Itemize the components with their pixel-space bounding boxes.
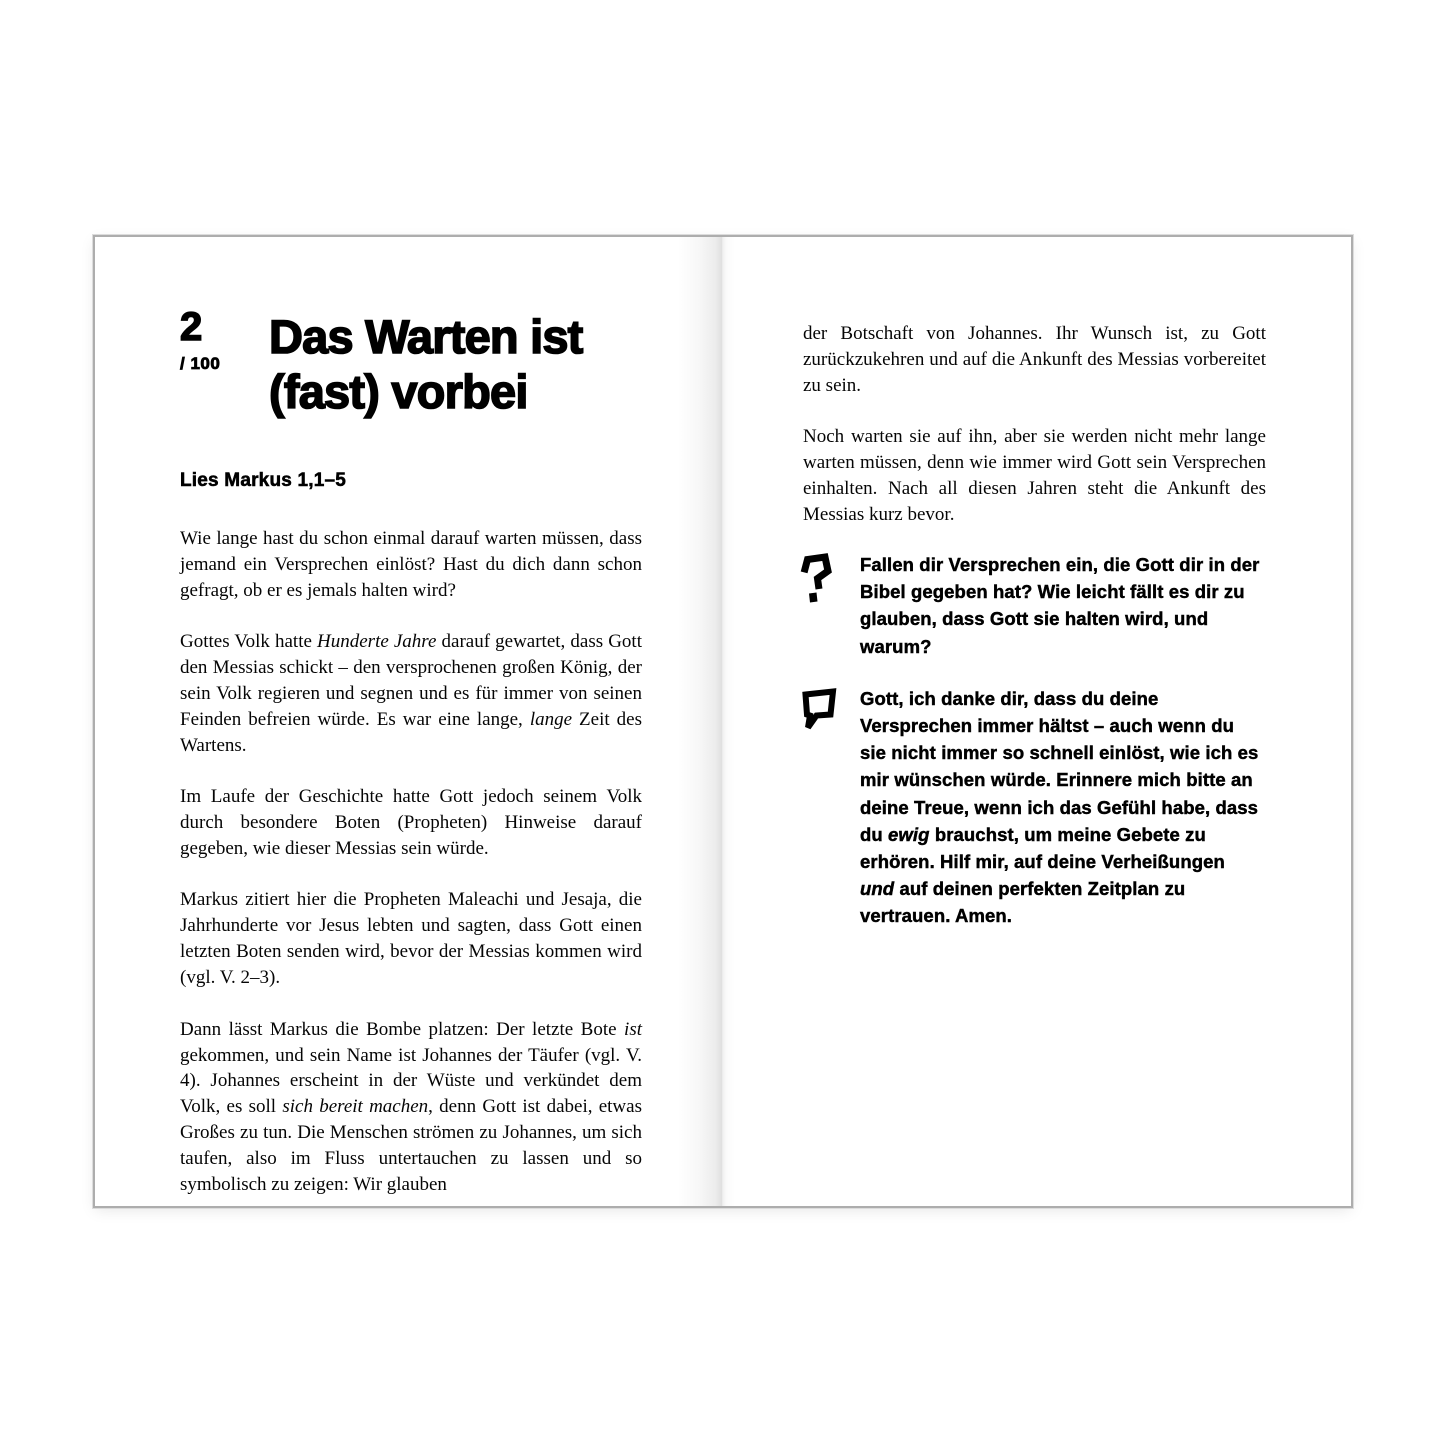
chapter-number-column: [180, 305, 269, 374]
paragraph: Im Laufe der Geschichte hatte Gott jedoch seinem Volk durch besondere Boten (Propheten) Hinweise darauf gegeben, wie dieser Messias sein würde.: [180, 786, 642, 860]
chapter-total: / 100: [180, 354, 221, 373]
left-page-body: [180, 526, 642, 1198]
chapter-title-line-2: (fast) vorbei: [269, 365, 528, 418]
right-page-body: [803, 321, 1266, 528]
chapter-number: 2: [180, 305, 202, 349]
reflection-question-block: [798, 551, 1280, 660]
paragraph: Noch warten sie auf ihn, aber sie werden nicht mehr lange warten müssen, denn wie immer wird Gott sein Versprechen einhalten. Nach all diesen Jahren steht die Ankunft des Messias kurz bevor.: [803, 426, 1266, 525]
paragraph: Gottes Volk hatte Hunderte Jahre darauf gewartet, dass Gott den Messias schickt – den versprochenen großen König, der sein Volk regieren und segnen und es für immer von seinen Feinden befreien würde. Es war eine lange, lange Zeit des Wartens.: [180, 631, 642, 756]
chapter-title-line-1: Das Warten ist: [269, 310, 583, 363]
paragraph: Markus zitiert hier die Propheten Maleachi und Jesaja, die Jahrhunderte vor Jesus lebten und sagten, dass Gott einen letzten Boten senden wird, bevor der Messias kommen wird (vgl. V. 2–3).: [180, 889, 642, 989]
reflection-blocks: [798, 551, 1280, 955]
prayer-text: Gott, ich danke dir, dass du deine Versprechen immer hältst – auch wenn du sie nicht immer so schnell einlöst, wie ich es mir wünschen würde. Erinnere mich bitte an deine Treue, wenn ich das Gefühl habe, dass du ewig brauchst, um meine Gebete zu erhören. Hilf mir, auf deine Verheißungen und auf deinen perfekten Zeitplan zu vertrauen. Amen.: [860, 687, 1259, 927]
paragraph: der Botschaft von Johannes. Ihr Wunsch ist, zu Gott zurückzukehren und auf die Ankunft des Messias vorbereitet zu sein.: [803, 323, 1266, 396]
chapter-title: [269, 309, 583, 419]
right-page: [722, 237, 1351, 1206]
speech-bubble-icon: [798, 685, 860, 930]
chapter-header: [180, 305, 583, 419]
book-spread: [95, 237, 1351, 1206]
left-page: [95, 237, 722, 1206]
prayer-block: [798, 685, 1280, 930]
paragraph: Dann lässt Markus die Bombe platzen: Der letzte Bote ist gekommen, und sein Name ist Johannes der Täufer (vgl. V. 4). Johannes erscheint in der Wüste und verkündet dem Volk, es soll sich bereit machen, denn Gott ist dabei, etwas Großes zu tun. Die Menschen strömen zu Johannes, um sich taufen, also im Fluss untertauchen zu lassen und so symbolisch zu zeigen: Wir glauben: [180, 1018, 642, 1196]
paragraph: Wie lange hast du schon einmal darauf warten müssen, dass jemand ein Versprechen einlöst? Hast du dich dann schon gefragt, ob er es jemals halten wird?: [180, 528, 642, 601]
reflection-question-text: Fallen dir Versprechen ein, die Gott dir in der Bibel gegeben hat? Wie leicht fällt es dir zu glauben, dass Gott sie halten wird, und warum?: [860, 554, 1260, 657]
question-mark-icon: [798, 551, 860, 660]
reading-reference: Lies Markus 1,1–5: [180, 470, 347, 491]
